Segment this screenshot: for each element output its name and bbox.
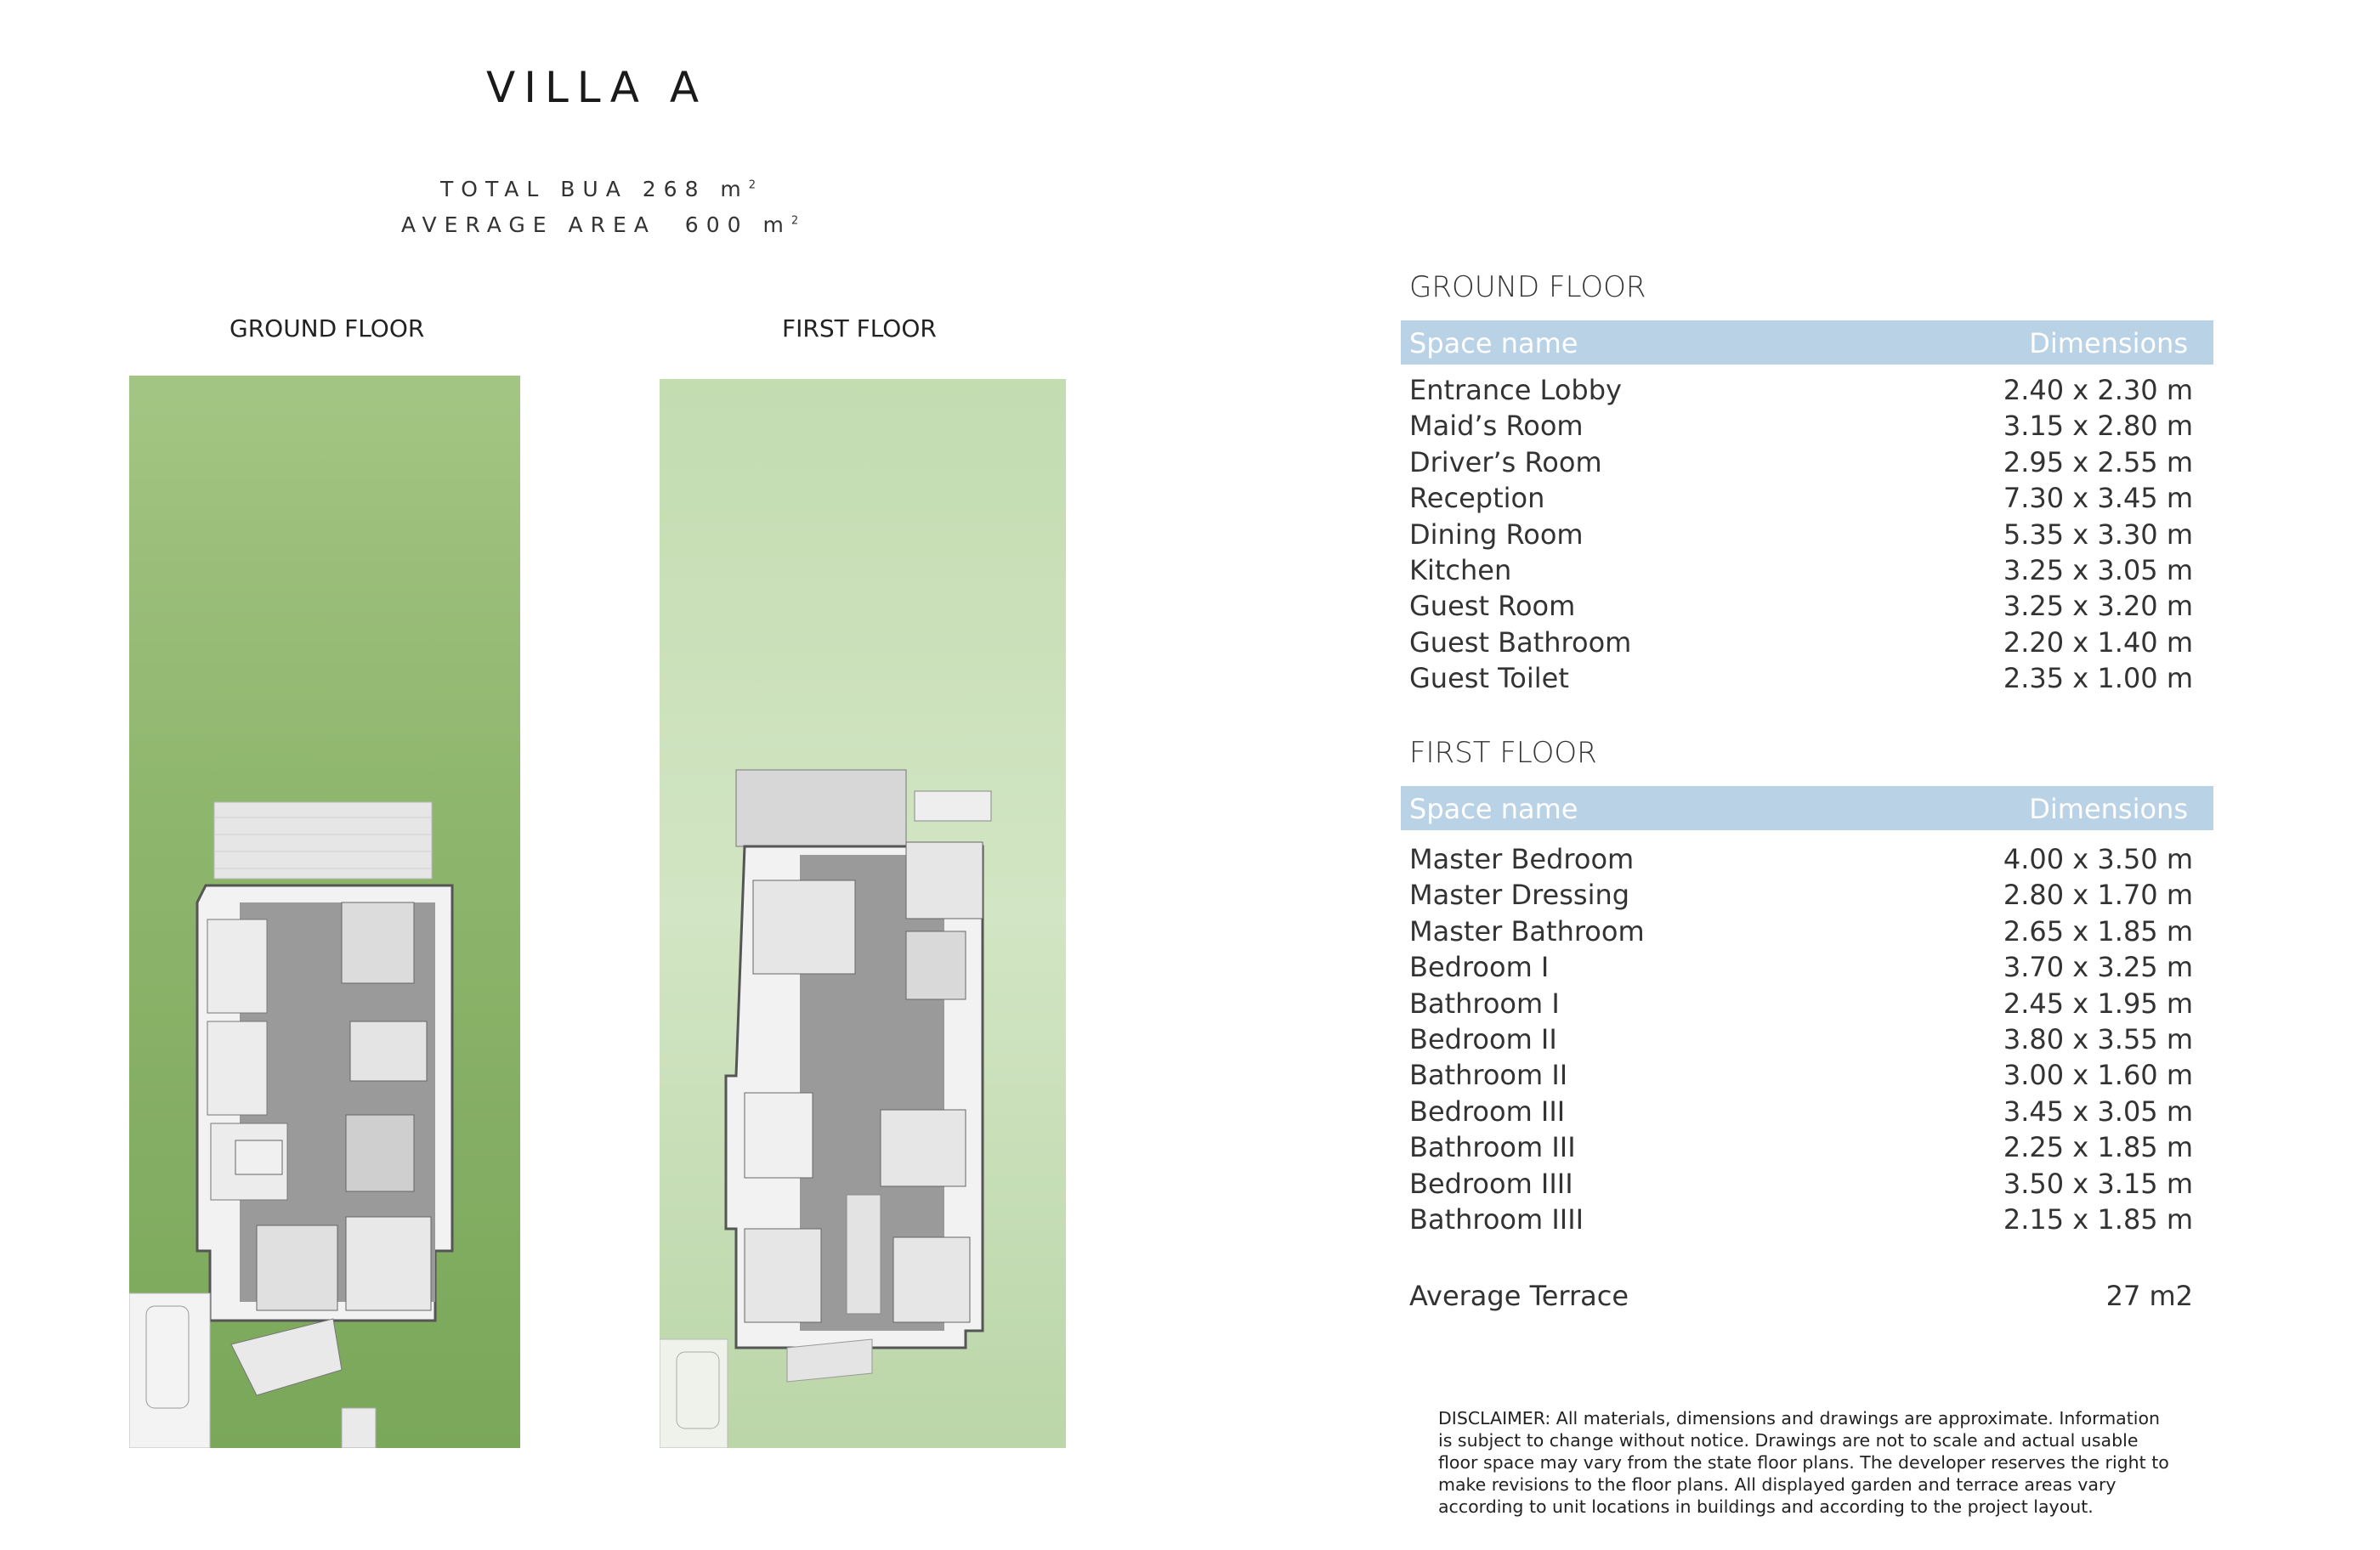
table-row	[1409, 410, 2193, 445]
space-name-cell: Dining Room	[1409, 518, 1584, 551]
dimensions-cell: 2.25 x 1.85 m	[2003, 1131, 2193, 1164]
total-bua-unit-sup: 2	[748, 178, 756, 192]
terrace-value: 27 m2	[2105, 1280, 2193, 1312]
space-name-cell: Guest Bathroom	[1409, 625, 1632, 659]
dimensions-cell: 3.25 x 3.20 m	[2003, 590, 2193, 623]
ground-floor-rows	[1409, 374, 2193, 699]
terrace-label: Average Terrace	[1409, 1280, 1629, 1312]
dimensions-cell: 3.45 x 3.05 m	[2003, 1095, 2193, 1128]
space-name-cell: Bathroom IIII	[1409, 1202, 1584, 1236]
space-name-cell: Bedroom III	[1409, 1095, 1566, 1128]
space-name-cell: Guest Toilet	[1409, 662, 1569, 695]
dimensions-cell: 5.35 x 3.30 m	[2003, 518, 2193, 551]
table-row	[1409, 1023, 2193, 1059]
space-name-cell: Master Bathroom	[1409, 914, 1645, 948]
table-row	[1409, 1168, 2193, 1203]
first-floor-rows	[1409, 843, 2193, 1239]
table-row	[1409, 482, 2193, 518]
average-area	[401, 212, 798, 237]
first-floor-plan-label: FIRST FLOOR	[782, 314, 937, 342]
dimensions-cell: 7.30 x 3.45 m	[2003, 482, 2193, 515]
table-row	[1409, 1203, 2193, 1239]
table-row	[1409, 662, 2193, 698]
first-floor-plan	[660, 379, 1066, 1448]
dimensions-cell: 2.65 x 1.85 m	[2003, 914, 2193, 948]
ground-floor-plan-label: GROUND FLOOR	[230, 314, 425, 342]
table-row	[1409, 446, 2193, 482]
dimensions-cell: 3.80 x 3.55 m	[2003, 1022, 2193, 1055]
first-floor-table-header	[1401, 786, 2213, 830]
disclaimer: DISCLAIMER: All materials, dimensions and drawings are approximate. Information is subject to change without notice. Drawings are not to scale and actual usable floor space may vary from the state floor plans. The developer reserves the right to make revisions to the floor plans. All displayed garden and terrace areas vary according to unit locations in buildings and according to the project layout.	[1438, 1408, 2169, 1517]
ground-floor-title: GROUND FLOOR	[1409, 270, 1646, 304]
ground-floor-table-header	[1401, 320, 2213, 365]
table-row	[1409, 951, 2193, 987]
dimensions-cell: 2.35 x 1.00 m	[2003, 662, 2193, 695]
table-row	[1409, 915, 2193, 951]
dimensions-cell: 3.00 x 1.60 m	[2003, 1059, 2193, 1092]
col-space-name: Space name	[1409, 327, 1578, 359]
total-bua	[440, 177, 756, 201]
space-name-cell: Guest Room	[1409, 590, 1576, 623]
space-name-cell: Master Bedroom	[1409, 843, 1635, 875]
table-row	[1409, 843, 2193, 879]
dimensions-cell: 2.20 x 1.40 m	[2003, 625, 2193, 659]
space-name-cell: Master Dressing	[1409, 879, 1630, 912]
table-row	[1409, 1131, 2193, 1167]
dimensions-cell: 3.50 x 3.15 m	[2003, 1167, 2193, 1200]
dimensions-cell: 4.00 x 3.50 m	[2003, 843, 2193, 875]
space-name-cell: Bedroom IIII	[1409, 1167, 1573, 1200]
table-row	[1409, 1059, 2193, 1095]
space-name-cell: Driver’s Room	[1409, 445, 1602, 478]
space-name-cell: Bedroom II	[1409, 1022, 1557, 1055]
page-title: VILLA A	[486, 63, 708, 112]
space-name-cell: Bathroom III	[1409, 1131, 1576, 1164]
dimensions-cell: 2.80 x 1.70 m	[2003, 879, 2193, 912]
dimensions-cell: 3.25 x 3.05 m	[2003, 553, 2193, 586]
table-row	[1409, 590, 2193, 625]
table-row	[1409, 374, 2193, 410]
table-row	[1409, 879, 2193, 914]
dimensions-cell: 2.95 x 2.55 m	[2003, 445, 2193, 478]
average-terrace-row	[1409, 1280, 2193, 1317]
col-dimensions: Dimensions	[2029, 327, 2188, 359]
table-row	[1409, 987, 2193, 1023]
dimensions-cell: 2.40 x 2.30 m	[2003, 374, 2193, 406]
table-row	[1409, 518, 2193, 554]
ground-floor-plan	[129, 376, 520, 1448]
dimensions-cell: 3.15 x 2.80 m	[2003, 410, 2193, 443]
average-area-text: AVERAGE AREA 600 m	[401, 212, 791, 237]
dimensions-cell: 3.70 x 3.25 m	[2003, 951, 2193, 984]
average-area-unit-sup: 2	[790, 214, 799, 228]
first-floor-title: FIRST FLOOR	[1409, 736, 1597, 770]
space-name-cell: Reception	[1409, 482, 1545, 515]
space-name-cell: Entrance Lobby	[1409, 374, 1622, 406]
dimensions-cell: 2.15 x 1.85 m	[2003, 1202, 2193, 1236]
space-name-cell: Bathroom I	[1409, 987, 1560, 1020]
total-bua-text: TOTAL BUA 268 m	[440, 177, 749, 201]
dimensions-cell: 2.45 x 1.95 m	[2003, 987, 2193, 1020]
space-name-cell: Bedroom I	[1409, 951, 1550, 984]
space-name-cell: Kitchen	[1409, 553, 1512, 586]
space-name-cell: Bathroom II	[1409, 1059, 1568, 1092]
table-row	[1409, 1095, 2193, 1131]
col-space-name: Space name	[1409, 793, 1578, 825]
table-row	[1409, 626, 2193, 662]
table-row	[1409, 554, 2193, 590]
col-dimensions: Dimensions	[2029, 793, 2188, 825]
space-name-cell: Maid’s Room	[1409, 410, 1584, 443]
